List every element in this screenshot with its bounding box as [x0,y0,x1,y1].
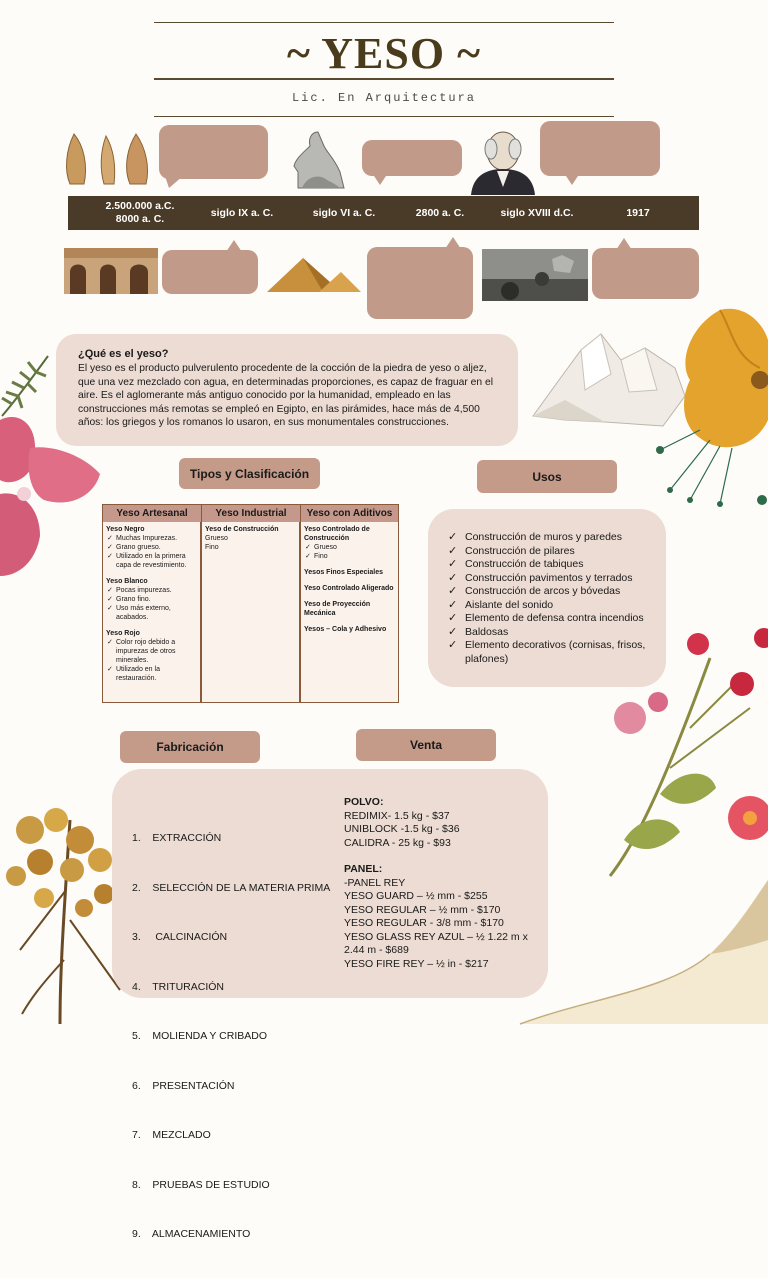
list-item: 8. PRUEBAS DE ESTUDIO [132,1178,270,1191]
polvo-title: POLVO: [344,796,384,808]
list-item: 2.44 m - $689 [344,944,409,956]
list-item: Yesos – Cola y Adhesivo [304,626,387,633]
usos-panel [428,509,666,687]
timeline-bar [68,196,699,230]
list-item: YESO GUARD – ½ mm - $255 [344,890,488,902]
list-item: ✓ Baldosas [448,626,658,640]
venta-list [344,796,540,971]
que-es-panel [56,334,518,446]
fabricacion-steps [132,796,332,1278]
panel-title: PANEL: [344,863,383,875]
page-subtitle: Lic. En Arquitectura [291,91,477,105]
list-item: Grueso [205,535,228,542]
list-item: ✓ Pocas impurezas. [106,586,198,595]
yellow-flower-decoration [650,300,768,510]
list-item: YESO REGULAR – ½ mm - $170 [344,903,501,916]
list-item: 7. MEZCLADO [132,1129,211,1141]
timeline-bubble-1 [159,125,268,179]
timeline-bubble-6 [592,248,699,299]
list-item: CALIDRA - 25 kg - $93 [344,836,451,849]
list-item: Yesos Finos Especiales [304,569,383,576]
list-item: -PANEL REY [344,876,406,889]
list-item: Yeso Controlado Aligerado [304,585,394,592]
list-item: 3. CALCINACIÓN [132,931,228,943]
tipos-table [102,504,399,703]
list-item: 6. PRESENTACIÓN [132,1079,235,1092]
list-item: ✓ Construcción de arcos y bóvedas [448,585,658,599]
table-header-artesanal: Yeso Artesanal [103,505,201,522]
fabricacion-heading: Fabricación [120,731,260,763]
timeline-bubble-5 [367,247,473,319]
timeline-bubble-3 [540,121,660,176]
list-item: 9. ALMACENAMIENTO [132,1228,251,1240]
usos-list [448,531,658,666]
yeso-controlado-title: Yeso Controlado de Construcción [304,526,370,542]
list-item: ✓ Uso más externo, acabados. [106,604,198,622]
list-item: ✓ Utilizado en la restauración. [106,665,198,683]
page-curl-decoration [520,880,768,1024]
list-item: ✓ Construcción de tabiques [448,558,658,572]
timeline-label: 2800 a. C. [415,206,465,219]
yeso-blanco-title: Yeso Blanco [106,578,148,585]
list-item: ✓ Grano fino. [106,595,198,604]
timeline-label: 1917 [626,206,650,219]
table-header-aditivos: Yeso con Aditivos [300,505,398,522]
list-item: UNIBLOCK -1.5 kg - $36 [344,823,460,835]
list-item: ✓ Construcción de muros y paredes [448,531,658,545]
timeline-bubble-2 [362,140,462,176]
list-item: 4. TRITURACIÓN [132,980,224,993]
list-item: REDIMIX- 1.5 kg - $37 [344,809,450,822]
list-item: ✓ Aislante del sonido [448,599,658,613]
list-item: ✓ Construcción pavimentos y terrados [448,572,658,586]
usos-heading: Usos [477,460,617,493]
sculpture-image [288,128,352,192]
list-item: YESO FIRE REY – ½ in - $217 [344,957,489,970]
list-item: Fino [205,544,219,551]
stone-tools-image [62,130,154,188]
yeso-negro-title: Yeso Negro [106,526,145,533]
list-item: 2. SELECCIÓN DE LA MATERIA PRIMA [132,881,331,894]
top-divider [154,22,614,23]
table-column-industrial [201,522,300,702]
list-item: ✓ Elemento de defensa contra incendios [448,612,658,626]
list-item: ✓ Construcción de pilares [448,545,658,559]
war-photo-image [482,249,588,301]
portrait-image [465,127,541,195]
yeso-construccion-title: Yeso de Construcción [205,526,279,533]
timeline-label: 2.500.000 a.C. 8000 a. C. [105,200,175,225]
que-es-body: El yeso es el producto pulverulento procedente de la cocción de la piedra de yeso o aljez, que una vez mezclado con agua, en determinadas proporciones, es capaz de fraguar en el aire. Es el aglomerante más antiguo conocido por la humanidad, empleado en las construcciones más remotas se empleó en Egipto, en las pirámides, hace más de 4,500 años: los griegos y los romanos lo usaron, en sus monumentales construcciones. [78,363,494,428]
timeline-label: siglo VI a. C. [312,206,376,219]
que-es-heading: ¿Qué es el yeso? [78,348,169,360]
list-item: ✓ Grueso [304,543,396,552]
list-item: YESO REGULAR - 3/8 mm - $170 [344,917,504,929]
list-item: 5. MOLIENDA Y CRIBADO [132,1030,267,1042]
timeline-label: siglo XVIII d.C. [500,206,574,219]
list-item: ✓ Utilizado en la primera capa de revestimiento. [106,552,198,570]
yeso-rojo-title: Yeso Rojo [106,630,140,637]
list-item: ✓ Fino [304,552,396,561]
page-title: ~ YESO ~ [287,29,481,78]
pyramids-image [263,254,363,294]
alhambra-arches-image [64,248,158,294]
table-column-artesanal [103,522,201,702]
list-item: YESO GLASS REY AZUL – ½ 1.22 m x [344,930,528,943]
timeline-bubble-4 [162,250,258,294]
list-item: ✓ Elemento decorativos (cornisas, frisos, plafones) [448,639,658,666]
list-item: ✓ Color rojo debido a impurezas de otros minerales. [106,638,198,665]
list-item: ✓ Grano grueso. [106,543,198,552]
table-column-aditivos [300,522,398,702]
title-divider [154,78,614,80]
venta-heading: Venta [356,729,496,761]
list-item: Yeso de Proyección Mecánica [304,601,371,617]
header-bottom-divider [154,116,614,117]
tipos-heading: Tipos y Clasificación [179,458,320,489]
list-item: 1. EXTRACCIÓN [132,832,222,844]
fabricacion-venta-panel [112,769,548,1240]
table-header-industrial: Yeso Industrial [201,505,300,522]
timeline-label: siglo IX a. C. [210,206,274,219]
list-item: ✓ Muchas Impurezas. [106,534,198,543]
